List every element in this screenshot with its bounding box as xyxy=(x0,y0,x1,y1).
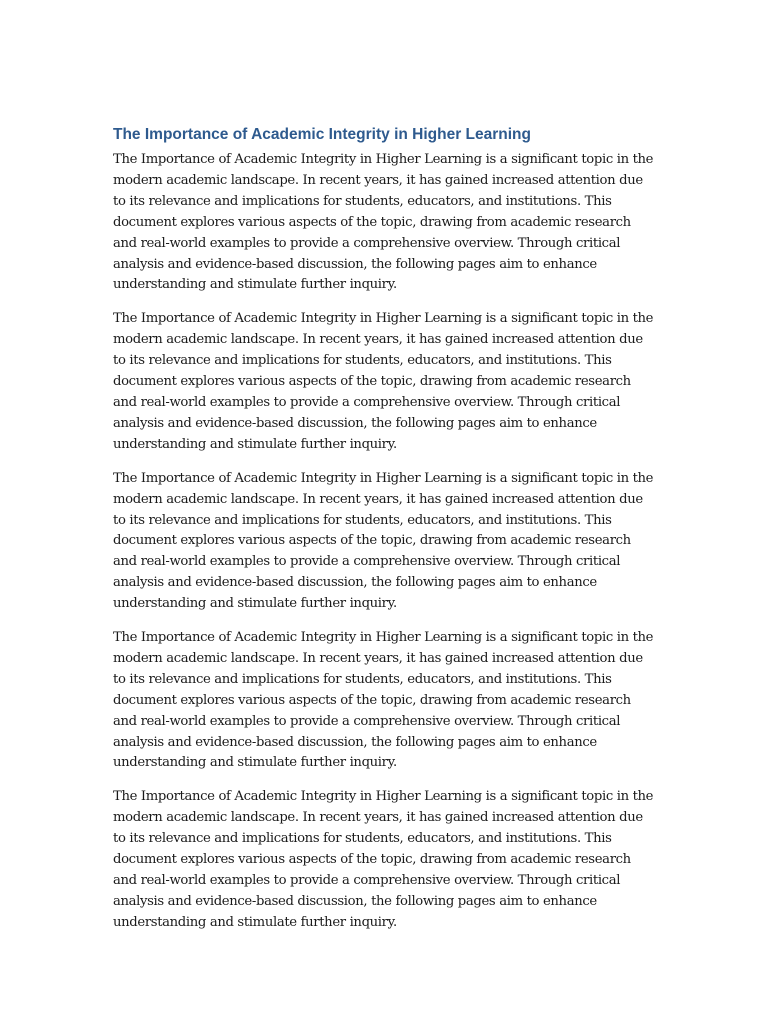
paragraph-line: analysis and evidence-based discussion, the following pages aim to enhance xyxy=(113,734,597,750)
paragraph-line: understanding and stimulate further inquiry. xyxy=(113,596,397,612)
paragraph-line: to its relevance and implications for students, educators, and institutions. This xyxy=(113,671,612,687)
paragraph-line: analysis and evidence-based discussion, the following pages aim to enhance xyxy=(113,575,597,591)
paragraph-line: and real-world examples to provide a comprehensive overview. Through critical xyxy=(113,713,621,729)
document-heading: The Importance of Academic Integrity in Higher Learning xyxy=(113,126,531,143)
paragraph-line: and real-world examples to provide a comprehensive overview. Through critical xyxy=(113,873,621,888)
paragraph-line: modern academic landscape. In recent years, it has gained increased attention due xyxy=(113,810,643,826)
paragraph-line: document explores various aspects of the topic, drawing from academic research xyxy=(113,692,631,708)
paragraph-line: and real-world examples to provide a comprehensive overview. Through critical xyxy=(113,394,621,410)
paragraph xyxy=(113,628,658,774)
paragraph-line: analysis and evidence-based discussion, the following pages aim to enhance xyxy=(113,893,597,909)
paragraph-line: document explores various aspects of the topic, drawing from academic research xyxy=(113,374,631,390)
paragraph-line: The Importance of Academic Integrity in Higher Learning is a significant topic in the xyxy=(113,311,654,327)
paragraph-line: document explores various aspects of the topic, drawing from academic research xyxy=(113,533,631,549)
paragraph-line: and real-world examples to provide a comprehensive overview. Through critical xyxy=(113,554,621,570)
paragraph-line: document explores various aspects of the topic, drawing from academic research xyxy=(113,214,631,230)
paragraph-line: The Importance of Academic Integrity in Higher Learning is a significant topic in the xyxy=(113,789,654,805)
paragraph-line: The Importance of Academic Integrity in Higher Learning is a significant topic in the xyxy=(113,152,654,167)
paragraph xyxy=(113,469,658,615)
paragraph-line: to its relevance and implications for students, educators, and institutions. This xyxy=(113,831,612,847)
paragraph-line: modern academic landscape. In recent years, it has gained increased attention due xyxy=(113,332,643,348)
document-body xyxy=(113,124,658,947)
paragraph-line: analysis and evidence-based discussion, the following pages aim to enhance xyxy=(113,415,597,431)
paragraph-line: understanding and stimulate further inquiry. xyxy=(113,277,397,293)
paragraph xyxy=(113,787,658,933)
paragraph-line: understanding and stimulate further inquiry. xyxy=(113,436,397,452)
paragraph-line: understanding and stimulate further inquiry. xyxy=(113,914,397,930)
paragraph-line: document explores various aspects of the topic, drawing from academic research xyxy=(113,852,631,868)
paragraph-line: The Importance of Academic Integrity in Higher Learning is a significant topic in the xyxy=(113,630,654,646)
paragraph-line: modern academic landscape. In recent years, it has gained increased attention due xyxy=(113,491,643,507)
paragraph-line: analysis and evidence-based discussion, the following pages aim to enhance xyxy=(113,256,597,272)
paragraph xyxy=(113,309,658,455)
paragraph-line: The Importance of Academic Integrity in Higher Learning is a significant topic in the xyxy=(113,470,654,486)
paragraph-line: modern academic landscape. In recent years, it has gained increased attention due xyxy=(113,172,643,188)
paragraph-line: modern academic landscape. In recent years, it has gained increased attention due xyxy=(113,650,643,666)
paragraph-line: and real-world examples to provide a comprehensive overview. Through critical xyxy=(113,235,621,251)
paragraph-line: to its relevance and implications for students, educators, and institutions. This xyxy=(113,193,612,209)
paragraph xyxy=(113,150,658,296)
paragraph-line: understanding and stimulate further inquiry. xyxy=(113,755,397,771)
paragraph-line: to its relevance and implications for students, educators, and institutions. This xyxy=(113,512,612,528)
paragraph-line: to its relevance and implications for students, educators, and institutions. This xyxy=(113,353,612,369)
